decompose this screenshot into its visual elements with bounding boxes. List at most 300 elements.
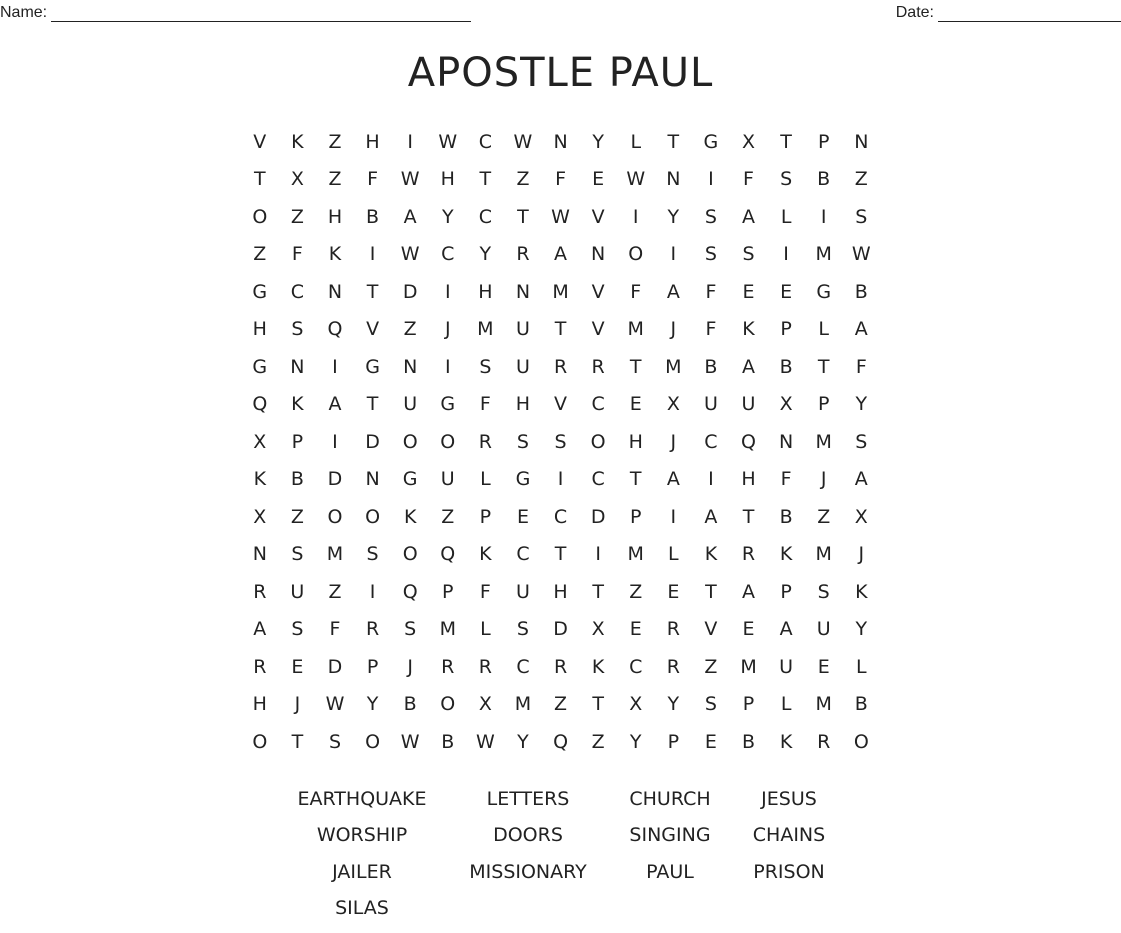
grid-letter: B [403, 693, 417, 716]
grid-letter: E [629, 618, 642, 641]
grid-letter: Q [741, 430, 756, 453]
grid-letter: Z [554, 693, 568, 716]
grid-letter: R [516, 243, 530, 266]
grid-letter: A [328, 393, 342, 416]
grid-letter: N [327, 280, 343, 303]
grid-letter: P [742, 693, 755, 716]
grid-letter: H [327, 205, 343, 228]
word-bank-item: SINGING [629, 824, 711, 847]
grid-letter: P [366, 655, 379, 678]
word-bank-item: PRISON [753, 860, 825, 883]
word-bank-item: JAILER [332, 860, 392, 883]
grid-letter: N [666, 168, 681, 191]
grid-letter: V [591, 318, 605, 341]
grid-letter: K [779, 730, 793, 753]
word-bank-item: CHURCH [629, 788, 711, 810]
grid-row [241, 648, 881, 686]
grid-letter: P [442, 580, 454, 603]
grid-letter: I [670, 243, 677, 266]
grid-letter: T [517, 205, 529, 228]
grid-letter: S [554, 430, 567, 453]
grid-row [241, 573, 881, 611]
grid-letter: K [291, 130, 304, 153]
grid-letter: S [780, 168, 793, 191]
grid-letter: B [854, 280, 868, 303]
word-bank-row [0, 824, 1121, 860]
grid-letter: U [779, 655, 794, 678]
date-field [896, 4, 1121, 22]
grid-letter: M [740, 655, 757, 678]
grid-letter: W [325, 693, 345, 716]
grid-letter: G [252, 280, 268, 303]
grid-letter: R [666, 618, 680, 641]
grid-letter: V [366, 318, 380, 341]
grid-letter: Z [253, 243, 267, 266]
grid-letter: S [817, 580, 830, 603]
grid-letter: D [402, 280, 418, 303]
grid-letter: Z [328, 168, 342, 191]
grid-letter: V [253, 130, 267, 153]
grid-letter: X [666, 393, 680, 416]
grid-letter: U [440, 468, 455, 491]
grid-letter: O [365, 730, 381, 753]
grid-letter: G [816, 280, 832, 303]
word-bank-item: DOORS [493, 824, 563, 847]
grid-letter: C [704, 430, 718, 453]
grid-letter: N [854, 130, 869, 153]
grid-letter: K [253, 468, 267, 491]
grid-letter: L [480, 468, 491, 491]
grid-letter: J [858, 543, 865, 566]
grid-letter: B [779, 505, 793, 528]
grid-letter: W [551, 205, 570, 228]
grid-letter: S [516, 618, 529, 641]
grid-letter: I [369, 243, 376, 266]
grid-letter: Y [441, 205, 454, 228]
grid-letter: V [591, 280, 605, 303]
grid-letter: J [670, 430, 677, 453]
word-bank [0, 788, 1121, 933]
grid-letter: X [779, 393, 793, 416]
grid-letter: L [668, 543, 679, 566]
grid-letter: D [327, 655, 343, 678]
grid-row [241, 311, 881, 349]
grid-letter: A [403, 205, 417, 228]
grid-letter: Y [479, 243, 492, 266]
grid-letter: J [820, 468, 827, 491]
grid-letter: T [366, 280, 379, 303]
grid-letter: H [515, 393, 531, 416]
grid-letter: I [820, 205, 827, 228]
grid-letter: R [253, 655, 267, 678]
grid-letter: T [479, 168, 492, 191]
grid-letter: K [328, 243, 342, 266]
grid-letter: S [516, 430, 529, 453]
grid-letter: X [478, 693, 492, 716]
name-field [0, 4, 471, 22]
grid-letter: Y [366, 693, 379, 716]
grid-letter: U [403, 393, 418, 416]
word-bank-item: SILAS [335, 896, 389, 919]
grid-letter: A [253, 618, 267, 641]
grid-letter: K [291, 393, 304, 416]
grid-letter: K [403, 505, 417, 528]
grid-letter: M [815, 243, 832, 266]
grid-letter: T [291, 730, 304, 753]
grid-letter: P [817, 393, 830, 416]
grid-letter: E [291, 655, 304, 678]
grid-letter: K [479, 543, 492, 566]
grid-letter: P [630, 505, 642, 528]
grid-letter: I [557, 468, 564, 491]
grid-letter: O [402, 430, 418, 453]
grid-letter: G [252, 355, 268, 378]
grid-letter: N [779, 430, 794, 453]
grid-letter: Z [403, 318, 417, 341]
grid-letter: F [855, 355, 867, 378]
grid-letter: S [855, 205, 868, 228]
grid-letter: T [780, 130, 792, 153]
grid-letter: Q [252, 393, 268, 416]
grid-letter: T [629, 355, 642, 378]
grid-letter: I [595, 543, 601, 566]
grid-letter: W [400, 243, 420, 266]
grid-letter: I [708, 168, 714, 191]
grid-letter: E [817, 655, 830, 678]
grid-letter: U [290, 580, 305, 603]
grid-letter: F [367, 168, 379, 191]
grid-letter: L [780, 205, 792, 228]
word-bank-row [0, 861, 1121, 897]
grid-row [241, 686, 881, 724]
grid-letter: S [742, 243, 755, 266]
grid-letter: X [253, 430, 267, 453]
grid-letter: Z [328, 580, 342, 603]
grid-letter: K [704, 543, 718, 566]
grid-letter: P [780, 318, 792, 341]
grid-letter: T [742, 505, 755, 528]
grid-letter: M [815, 543, 832, 566]
grid-letter: C [591, 468, 605, 491]
grid-letter: F [329, 618, 341, 641]
grid-letter: U [703, 393, 718, 416]
grid-letter: O [853, 730, 869, 753]
grid-letter: I [670, 505, 677, 528]
grid-letter: H [741, 468, 756, 491]
grid-letter: A [779, 618, 793, 641]
grid-letter: R [553, 355, 568, 378]
grid-letter: V [591, 205, 605, 228]
grid-letter: R [741, 543, 756, 566]
grid-letter: A [704, 505, 718, 528]
grid-letter: M [552, 280, 569, 303]
grid-letter: T [253, 168, 266, 191]
grid-letter: O [252, 730, 268, 753]
grid-letter: A [854, 318, 868, 341]
grid-letter: B [441, 730, 455, 753]
grid-letter: D [590, 505, 606, 528]
grid-letter: K [742, 318, 755, 341]
grid-letter: I [444, 280, 451, 303]
grid-letter: Z [290, 205, 304, 228]
grid-letter: Z [704, 655, 718, 678]
grid-letter: C [516, 543, 530, 566]
grid-letter: O [628, 243, 644, 266]
grid-letter: A [854, 468, 868, 491]
grid-letter: C [553, 505, 568, 528]
word-bank-item: JESUS [761, 788, 817, 810]
grid-letter: P [479, 505, 492, 528]
grid-letter: L [480, 618, 491, 641]
grid-letter: I [332, 430, 338, 453]
grid-letter: S [291, 318, 304, 341]
grid-letter: C [591, 393, 605, 416]
grid-letter: R [253, 580, 267, 603]
grid-letter: Y [855, 618, 868, 641]
grid-letter: L [856, 655, 867, 678]
grid-letter: Y [517, 730, 529, 753]
grid-letter: Y [667, 205, 680, 228]
grid-letter: R [817, 730, 831, 753]
grid-letter: N [403, 355, 418, 378]
grid-row [241, 161, 881, 199]
grid-letter: W [513, 130, 533, 153]
word-bank-item: PAUL [646, 860, 694, 883]
grid-letter: C [629, 655, 643, 678]
grid-letter: O [590, 430, 606, 453]
grid-letter: B [817, 168, 831, 191]
grid-letter: X [253, 505, 267, 528]
grid-letter: T [592, 693, 604, 716]
grid-letter: M [326, 543, 344, 566]
grid-letter: C [478, 130, 492, 153]
grid-letter: J [444, 318, 451, 341]
grid-letter: R [365, 618, 380, 641]
grid-letter: F [705, 318, 717, 341]
grid-letter: R [553, 655, 568, 678]
grid-letter: R [666, 655, 680, 678]
grid-letter: B [704, 355, 718, 378]
grid-letter: S [704, 693, 717, 716]
puzzle-title: APOSTLE PAUL [407, 50, 714, 96]
grid-letter: R [441, 655, 455, 678]
grid-letter: P [291, 430, 304, 453]
grid-letter: O [252, 205, 268, 228]
grid-letter: S [366, 543, 379, 566]
grid-letter: E [516, 505, 529, 528]
grid-letter: H [553, 580, 568, 603]
grid-letter: W [438, 130, 458, 153]
grid-letter: W [400, 168, 420, 191]
word-bank-item: LETTERS [486, 788, 570, 810]
grid-letter: W [400, 730, 420, 753]
grid-letter: F [555, 168, 567, 191]
grid-letter: V [554, 393, 568, 416]
grid-letter: Y [592, 130, 604, 153]
grid-letter: W [851, 243, 871, 266]
grid-letter: T [554, 318, 567, 341]
grid-letter: P [667, 730, 680, 753]
grid-letter: F [705, 280, 717, 303]
grid-letter: F [479, 580, 491, 603]
grid-letter: Z [591, 730, 605, 753]
grid-letter: M [477, 318, 494, 341]
grid-letter: E [742, 280, 755, 303]
grid-letter: S [855, 430, 868, 453]
grid-letter: G [703, 130, 719, 153]
grid-letter: A [666, 280, 680, 303]
grid-letter: R [478, 655, 492, 678]
grid-letter: I [708, 468, 714, 491]
grid-letter: F [630, 280, 642, 303]
grid-row [241, 386, 881, 424]
grid-letter: S [404, 618, 417, 641]
grid-letter: Q [553, 730, 569, 753]
grid-letter: Z [328, 130, 342, 153]
grid-letter: E [704, 730, 717, 753]
grid-row [241, 123, 881, 161]
grid-letter: F [291, 243, 303, 266]
grid-letter: E [592, 168, 605, 191]
grid-letter: I [444, 355, 451, 378]
grid-letter: R [591, 355, 605, 378]
grid-letter: I [632, 205, 639, 228]
grid-letter: X [591, 618, 605, 641]
grid-letter: C [290, 280, 305, 303]
grid-letter: M [627, 318, 644, 341]
grid-letter: B [290, 468, 304, 491]
grid-letter: T [667, 130, 680, 153]
grid-letter: N [515, 280, 531, 303]
grid-row [241, 348, 881, 386]
grid-letter: S [704, 205, 717, 228]
word-bank-row [0, 788, 1121, 824]
grid-letter: O [402, 543, 418, 566]
grid-letter: D [327, 468, 343, 491]
grid-letter: Y [667, 693, 680, 716]
grid-letter: E [742, 618, 755, 641]
grid-letter: H [252, 318, 267, 341]
grid-letter: N [591, 243, 606, 266]
grid-letter: Z [629, 580, 643, 603]
name-label: Name: [0, 4, 48, 21]
word-bank-item: WORSHIP [316, 824, 408, 847]
grid-letter: T [554, 543, 567, 566]
letter-grid [241, 123, 881, 761]
grid-letter: U [515, 318, 530, 341]
grid-letter: F [479, 393, 491, 416]
grid-letter: K [855, 580, 868, 603]
grid-letter: Z [854, 168, 868, 191]
grid-letter: A [554, 243, 568, 266]
word-bank-item: CHAINS [752, 824, 826, 847]
grid-letter: U [816, 618, 831, 641]
grid-row [241, 723, 881, 761]
grid-letter: O [365, 505, 381, 528]
grid-letter: E [780, 280, 793, 303]
grid-letter: D [365, 430, 380, 453]
grid-row [241, 611, 881, 649]
grid-letter: Z [817, 505, 831, 528]
grid-row [241, 273, 881, 311]
grid-letter: H [628, 430, 643, 453]
grid-letter: P [817, 130, 830, 153]
grid-letter: K [591, 655, 605, 678]
grid-letter: O [327, 505, 343, 528]
grid-letter: H [365, 130, 380, 153]
grid-letter: L [630, 130, 642, 153]
grid-letter: X [290, 168, 304, 191]
word-bank-row [0, 897, 1121, 933]
grid-letter: S [704, 243, 717, 266]
grid-letter: W [475, 730, 495, 753]
grid-letter: Q [402, 580, 418, 603]
grid-letter: S [291, 543, 304, 566]
grid-letter: I [369, 580, 376, 603]
grid-letter: A [666, 468, 680, 491]
grid-letter: O [440, 693, 456, 716]
grid-letter: G [365, 355, 380, 378]
grid-letter: N [252, 543, 267, 566]
grid-letter: G [402, 468, 418, 491]
grid-letter: E [629, 393, 642, 416]
grid-letter: C [441, 243, 455, 266]
grid-letter: Q [327, 318, 343, 341]
grid-letter: X [629, 693, 643, 716]
grid-letter: H [440, 168, 455, 191]
grid-letter: U [515, 355, 530, 378]
grid-letter: M [627, 543, 644, 566]
grid-letter: N [365, 468, 380, 491]
grid-letter: M [514, 693, 532, 716]
grid-letter: G [440, 393, 456, 416]
grid-letter: S [291, 618, 304, 641]
grid-letter: V [704, 618, 718, 641]
date-label: Date: [895, 4, 934, 21]
grid-letter: N [553, 130, 568, 153]
grid-letter: Q [440, 543, 456, 566]
grid-letter: L [818, 318, 829, 341]
grid-letter: A [742, 580, 756, 603]
grid-letter: B [779, 355, 793, 378]
grid-letter: O [440, 430, 456, 453]
grid-letter: C [516, 655, 530, 678]
grid-letter: I [407, 130, 413, 153]
grid-row [241, 198, 881, 236]
grid-letter: S [328, 730, 342, 753]
grid-letter: Y [855, 393, 868, 416]
grid-letter: B [854, 693, 868, 716]
name-blank-line [51, 5, 471, 22]
grid-letter: B [366, 205, 380, 228]
grid-letter: L [780, 693, 792, 716]
grid-letter: Z [516, 168, 530, 191]
grid-row [241, 461, 881, 499]
grid-letter: T [705, 580, 717, 603]
grid-letter: J [407, 655, 413, 678]
grid-letter: M [815, 693, 832, 716]
grid-letter: F [780, 468, 792, 491]
grid-letter: T [366, 393, 379, 416]
grid-row [241, 236, 881, 274]
grid-letter: E [667, 580, 680, 603]
grid-letter: J [670, 318, 677, 341]
grid-letter: I [332, 355, 338, 378]
grid-letter: M [665, 355, 682, 378]
grid-letter: Y [629, 730, 642, 753]
grid-letter: U [515, 580, 530, 603]
grid-letter: A [742, 205, 756, 228]
